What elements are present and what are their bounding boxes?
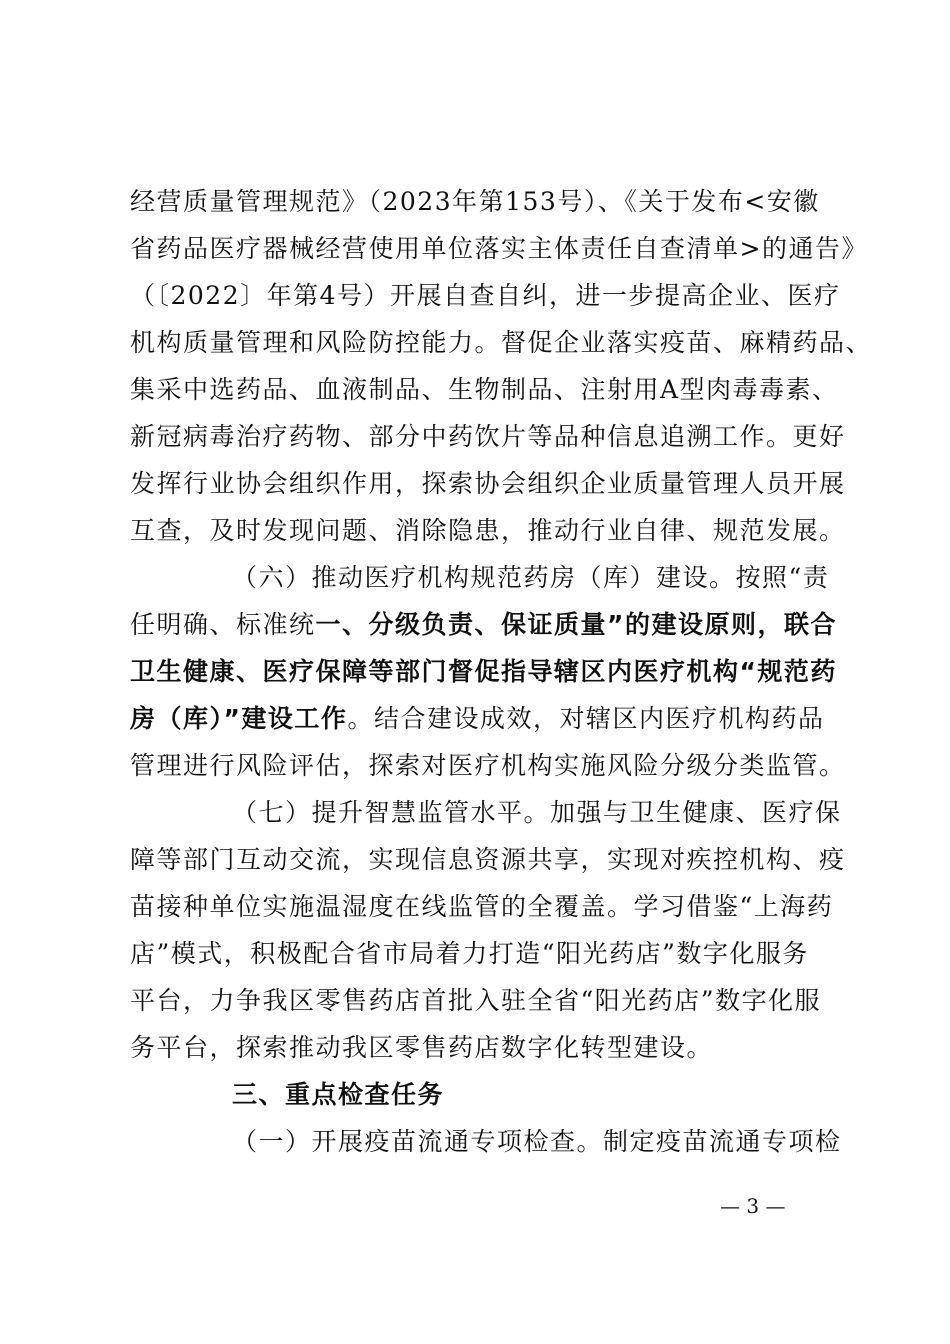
paragraph-line-4: 机构质量管理和风险防控能力。督促企业落实疫苗、麻精药品、	[130, 328, 873, 357]
section-three-heading: 三、重点检查任务	[232, 1080, 445, 1109]
paragraph-line-7: 发挥行业协会组织作用，探索协会组织企业质量管理人员开展	[130, 469, 846, 498]
paragraph-line-5: 集采中选药品、血液制品、生物制品、注射用A型肉毒毒素、	[130, 375, 839, 404]
paragraph-line-8: 互查，及时发现问题、消除隐患，推动行业自律、规范发展。	[130, 516, 846, 545]
paragraph-line-6: 新冠病毒治疗药物、部分中药饮片等品种信息追溯工作。更好	[130, 422, 846, 451]
section-seven-line-6: 务平台，探索推动我区零售药店数字化转型建设。	[130, 1033, 714, 1062]
section-six-line-3: 卫生健康、医疗保障等部门督促指导辖区内医疗机构“规范药	[130, 657, 837, 686]
page-number: — 3 —	[720, 1194, 786, 1218]
section-seven-heading-line: （七）提升智慧监管水平。加强与卫生健康、医疗保	[232, 798, 842, 827]
section-six-line-2: 任明确、标准统一、分级负责、保证质量”的建设原则，联合	[130, 610, 837, 639]
paragraph-line-1: 经营质量管理规范》（2023年第153号）、《关于发布<安徽	[130, 187, 820, 216]
section-seven-line-4: 店”模式，积极配合省市局着力打造“阳光药店”数字化服务	[130, 939, 809, 968]
section-seven-line-5: 平台，力争我区零售药店首批入驻全省“阳光药店”数字化服	[130, 986, 822, 1015]
paragraph-line-3: （〔2022〕年第4号）开展自查自纠，进一步提高企业、医疗	[130, 281, 841, 310]
paragraph-line-2: 省药品医疗器械经营使用单位落实主体责任自查清单>的通告》	[130, 234, 868, 263]
section-six-line-4: 房（库）”建设工作。结合建设成效，对辖区内医疗机构药品	[130, 704, 825, 733]
section-seven-line-3: 苗接种单位实施温湿度在线监管的全覆盖。学习借鉴“上海药	[130, 892, 834, 921]
section-six-heading-line: （六）推动医疗机构规范药房（库）建设。按照“责	[232, 563, 830, 592]
section-six-line-5: 管理进行风险评估，探索对医疗机构实施风险分级分类监管。	[130, 751, 846, 780]
subsection-one-heading-line: （一）开展疫苗流通专项检查。制定疫苗流通专项检	[232, 1127, 842, 1156]
section-seven-line-2: 障等部门互动交流，实现信息资源共享，实现对疾控机构、疫	[130, 845, 846, 874]
